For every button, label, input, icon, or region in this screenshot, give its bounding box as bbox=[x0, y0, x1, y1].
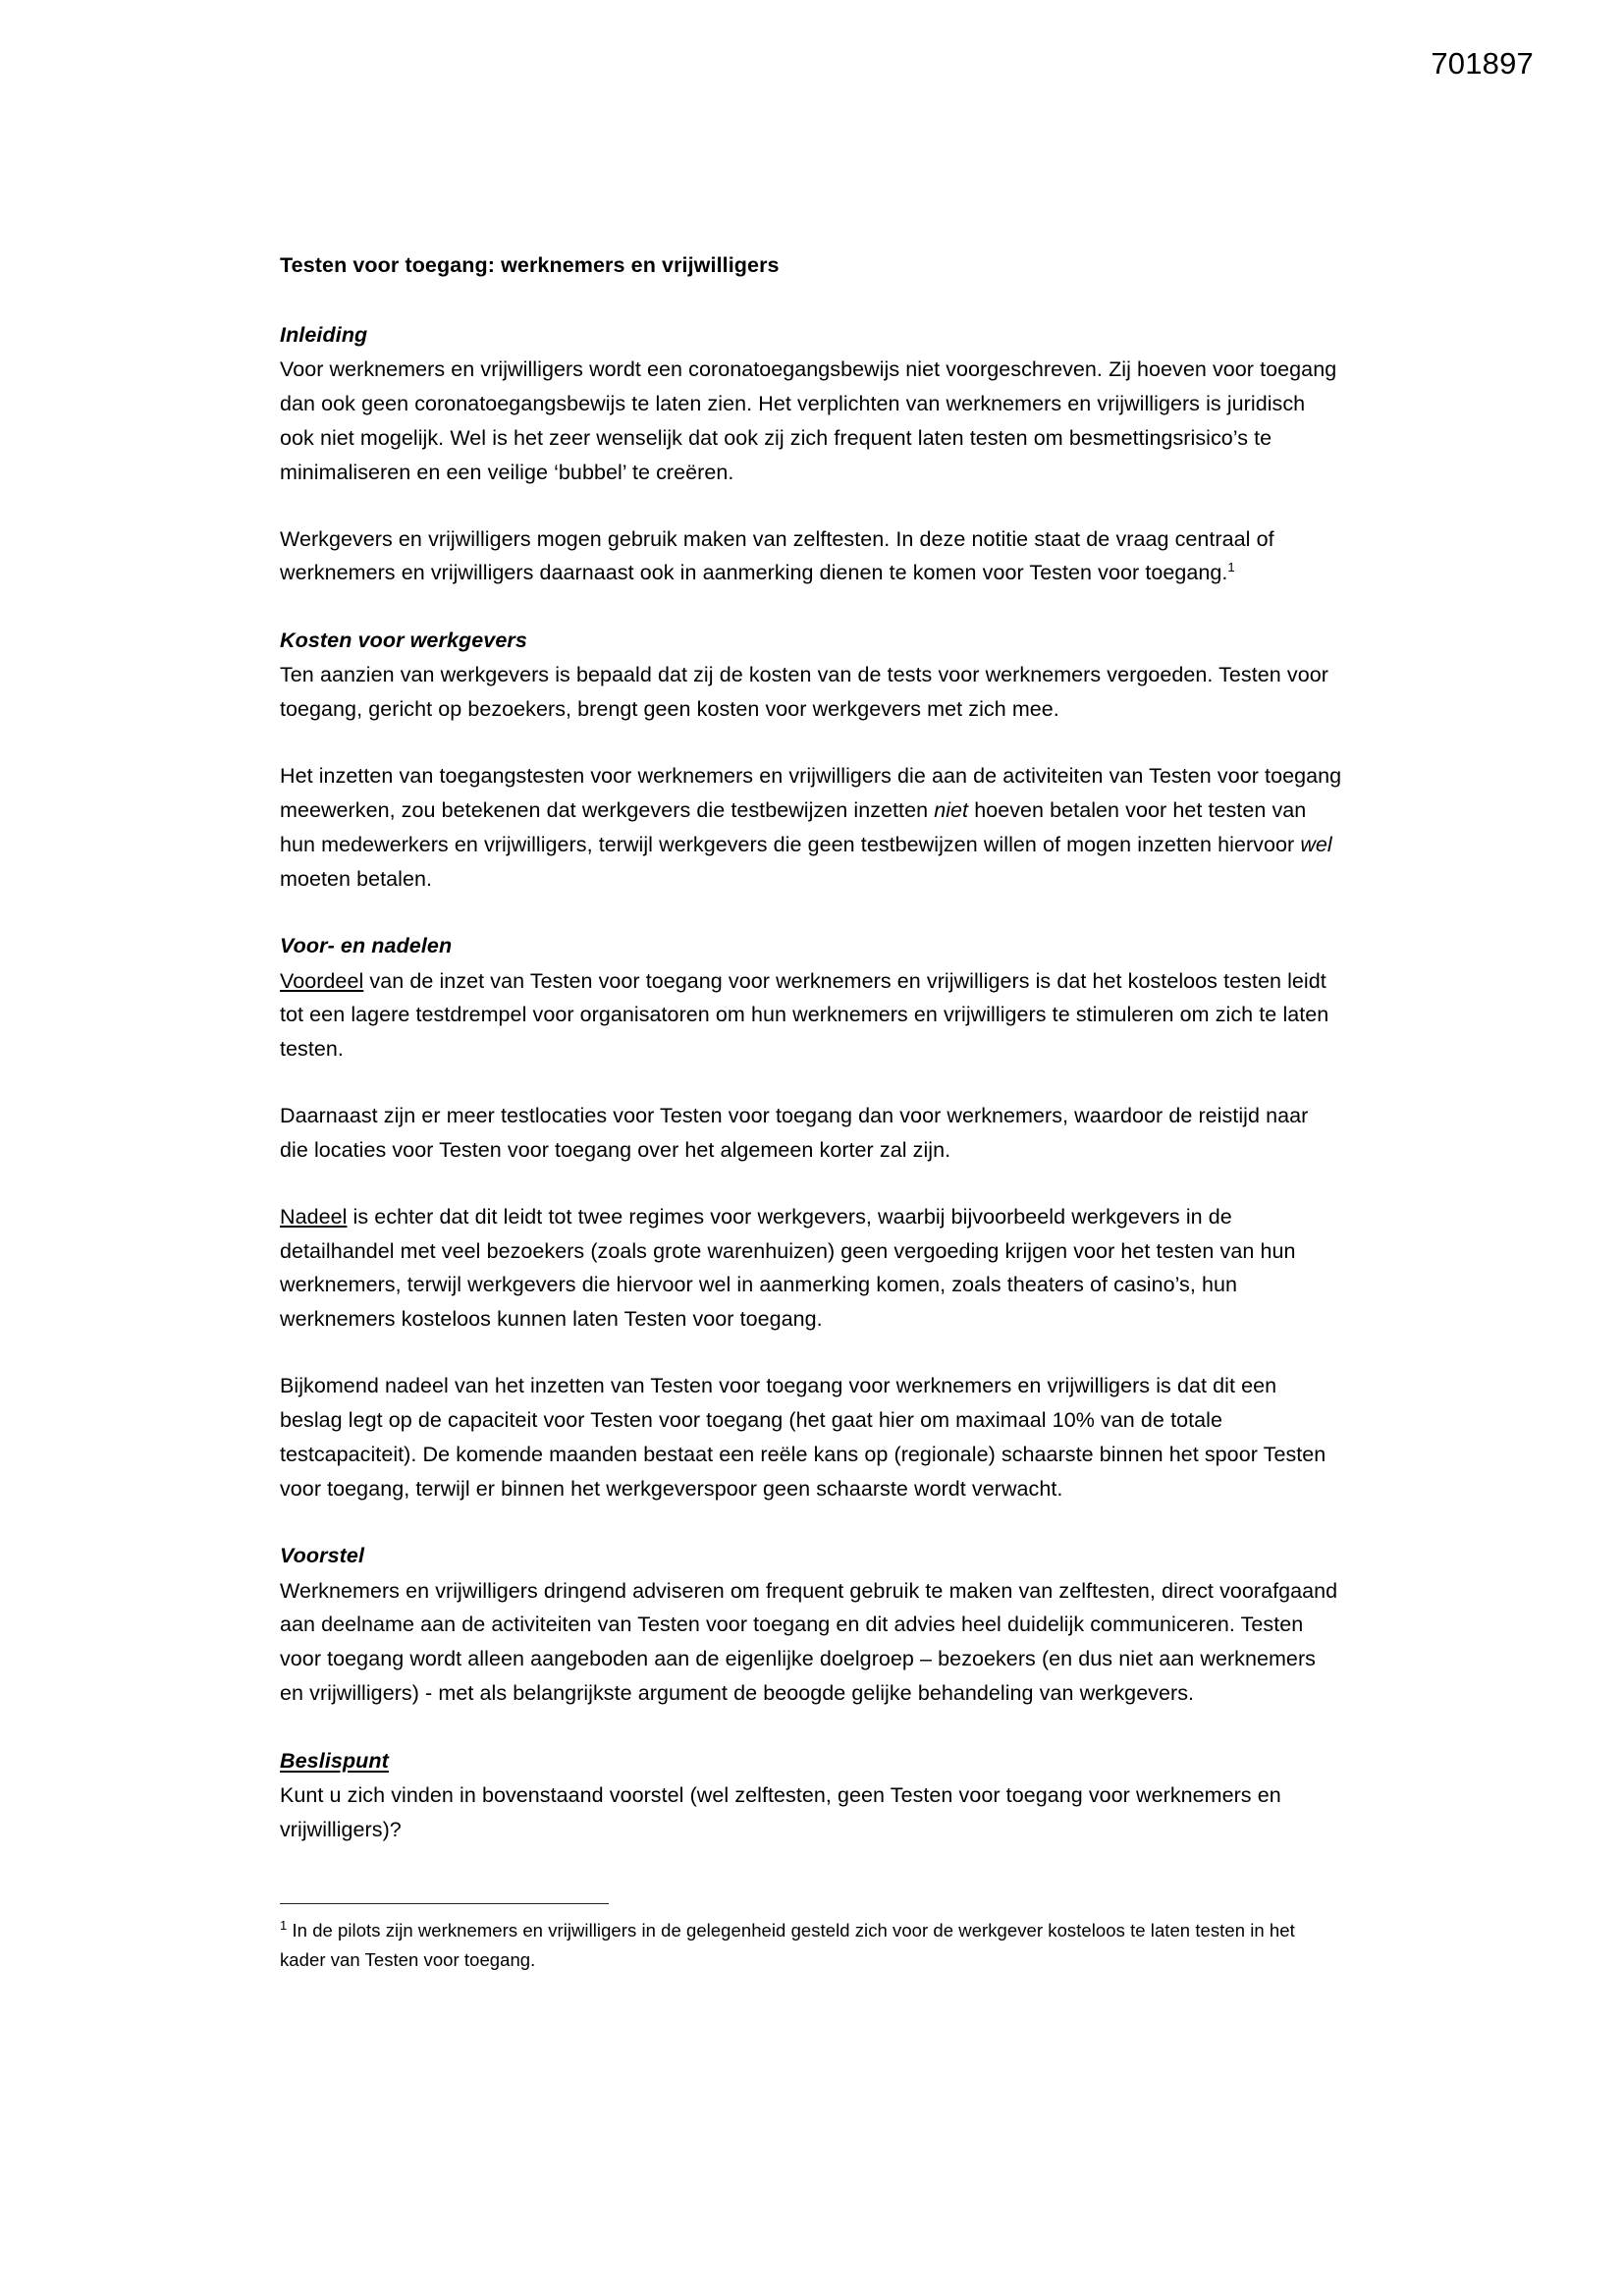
emphasis-niet: niet bbox=[934, 797, 969, 822]
paragraph-spacer bbox=[280, 1168, 1342, 1200]
page-header-number: 701897 bbox=[1431, 46, 1534, 81]
paragraph-voorstel bbox=[280, 1574, 1342, 1711]
section-spacer bbox=[280, 1505, 1342, 1541]
paragraph-inleiding-1-text: Voor werknemers en vrijwilligers wordt een coronatoegangsbewijs niet voorgeschreven. Zij hoeven voor toegang dan ook geen coronatoegangsbewijs te laten zien. Het verplichten van werknemers en vrijwilligers is juridisch ook niet mogelijk. Wel is het zeer wenselijk dat ook zij zich frequent laten testen om besmettingsrisico’s te minimaliseren en een veilige ‘bubbel’ te creëren. bbox=[280, 357, 1337, 484]
footnote-number: 1 bbox=[280, 1917, 288, 1933]
paragraph-nadeel-text: is echter dat dit leidt tot twee regimes voor werkgevers, waarbij bijvoorbeeld werkgevers in de detailhandel met veel bezoekers (zoals grote warenhuizen) geen vergoeding krijgen voor het testen van hun werknemers, terwijl werkgevers die hiervoor wel in aanmerking komen, zoals theaters of casino’s, hun werknemers kosteloos kunnen laten Testen voor toegang. bbox=[280, 1204, 1296, 1332]
paragraph-bijkomend-nadeel bbox=[280, 1369, 1342, 1505]
section-spacer bbox=[280, 896, 1342, 931]
paragraph-beslispunt bbox=[280, 1778, 1342, 1847]
heading-voorstel: Voorstel bbox=[280, 1544, 365, 1568]
footnote-area bbox=[280, 1903, 1342, 1975]
paragraph-testlocaties-text: Daarnaast zijn er meer testlocaties voor Testen voor toegang dan voor werknemers, waardoor de reistijd naar die locaties voor Testen voor toegang over het algemeen korter zal zijn. bbox=[280, 1104, 1309, 1162]
footnote-marker-1: 1 bbox=[1227, 560, 1235, 575]
heading-voor-en-nadelen: Voor- en nadelen bbox=[280, 934, 453, 958]
paragraph-bijkomend-nadeel-text: Bijkomend nadeel van het inzetten van Testen voor toegang voor werknemers en vrijwilligers is dat dit een beslag legt op de capaciteit voor Testen voor toegang (het gaat hier om maximaal 10% van de totale testcapaciteit). De komende maanden bestaat een reële kans op (regionale) schaarste binnen het spoor Testen voor toegang, terwijl er binnen het werkgeverspoor geen schaarste wordt verwacht. bbox=[280, 1374, 1326, 1501]
paragraph-spacer bbox=[280, 1337, 1342, 1369]
underlined-voordeel: Voordeel bbox=[280, 968, 364, 993]
section-spacer bbox=[280, 590, 1342, 626]
paragraph-inleiding-1 bbox=[280, 353, 1342, 489]
paragraph-voorstel-text: Werknemers en vrijwilligers dringend adviseren om frequent gebruik te maken van zelftesten, direct voorafgaand aan deelname aan de activiteiten van Testen voor toegang en dit advies heel duidelijk communiceren. Testen voor toegang wordt alleen aangeboden aan de eigenlijke doelgroep – bezoekers (en dus niet aan werknemers en vrijwilligers) - met als belangrijkste argument de beoogde gelijke behandeling van werkgevers. bbox=[280, 1578, 1338, 1706]
document-body bbox=[280, 250, 1342, 1847]
paragraph-voordeel-text: van de inzet van Testen voor toegang voor werknemers en vrijwilligers is dat het kosteloos testen leidt tot een lagere testdrempel voor organisatoren om hun werknemers en vrijwilligers te stimuleren om zich te laten testen. bbox=[280, 968, 1329, 1062]
paragraph-kosten-1-text: Ten aanzien van werkgevers is bepaald dat zij de kosten van de tests voor werknemers vergoeden. Testen voor toegang, gericht op bezoekers, brengt geen kosten voor werkgevers met zich mee. bbox=[280, 663, 1328, 722]
paragraph-kosten-2 bbox=[280, 759, 1342, 896]
paragraph-beslispunt-text: Kunt u zich vinden in bovenstaand voorstel (wel zelftesten, geen Testen voor toegang voor werknemers en vrijwilligers)? bbox=[280, 1783, 1281, 1841]
paragraph-inleiding-2 bbox=[280, 522, 1342, 591]
paragraph-spacer bbox=[280, 727, 1342, 759]
paragraph-nadeel bbox=[280, 1200, 1342, 1337]
paragraph-testlocaties bbox=[280, 1099, 1342, 1168]
heading-inleiding: Inleiding bbox=[280, 323, 368, 348]
section-spacer bbox=[280, 1711, 1342, 1746]
underlined-nadeel: Nadeel bbox=[280, 1204, 348, 1229]
paragraph-kosten-2-text-b: hoeven betalen voor het testen van hun medewerkers en vrijwilligers, terwijl werkgevers die geen testbewijzen willen of mogen inzetten hiervoor bbox=[280, 797, 1307, 856]
footnote-1-text: In de pilots zijn werknemers en vrijwilligers in de gelegenheid gesteld zich voor de werkgever kosteloos te laten testen in het kader van Testen voor toegang. bbox=[280, 1920, 1295, 1970]
footnote-separator-rule bbox=[280, 1903, 609, 1904]
heading-kosten-voor-werkgevers: Kosten voor werkgevers bbox=[280, 629, 527, 653]
paragraph-kosten-2-text-c: moeten betalen. bbox=[280, 866, 433, 891]
paragraph-voordeel bbox=[280, 964, 1342, 1066]
document-title: Testen voor toegang: werknemers en vrijwilligers bbox=[280, 253, 780, 277]
paragraph-spacer bbox=[280, 490, 1342, 522]
heading-beslispunt: Beslispunt bbox=[280, 1748, 389, 1773]
paragraph-kosten-1 bbox=[280, 658, 1342, 727]
paragraph-inleiding-2-text: Werkgevers en vrijwilligers mogen gebruik maken van zelftesten. In deze notitie staat de vraag centraal of werknemers en vrijwilligers daarnaast ook in aanmerking dienen te komen voor Testen voor toegang. bbox=[280, 526, 1274, 585]
paragraph-kosten-2-text-a: Het inzetten van toegangstesten voor werknemers en vrijwilligers die aan de activiteiten van Testen voor toegang meewerken, zou betekenen dat werkgevers die testbewijzen inzetten bbox=[280, 764, 1342, 822]
footnote-1 bbox=[280, 1916, 1342, 1975]
paragraph-spacer bbox=[280, 1066, 1342, 1099]
emphasis-wel: wel bbox=[1300, 832, 1332, 856]
